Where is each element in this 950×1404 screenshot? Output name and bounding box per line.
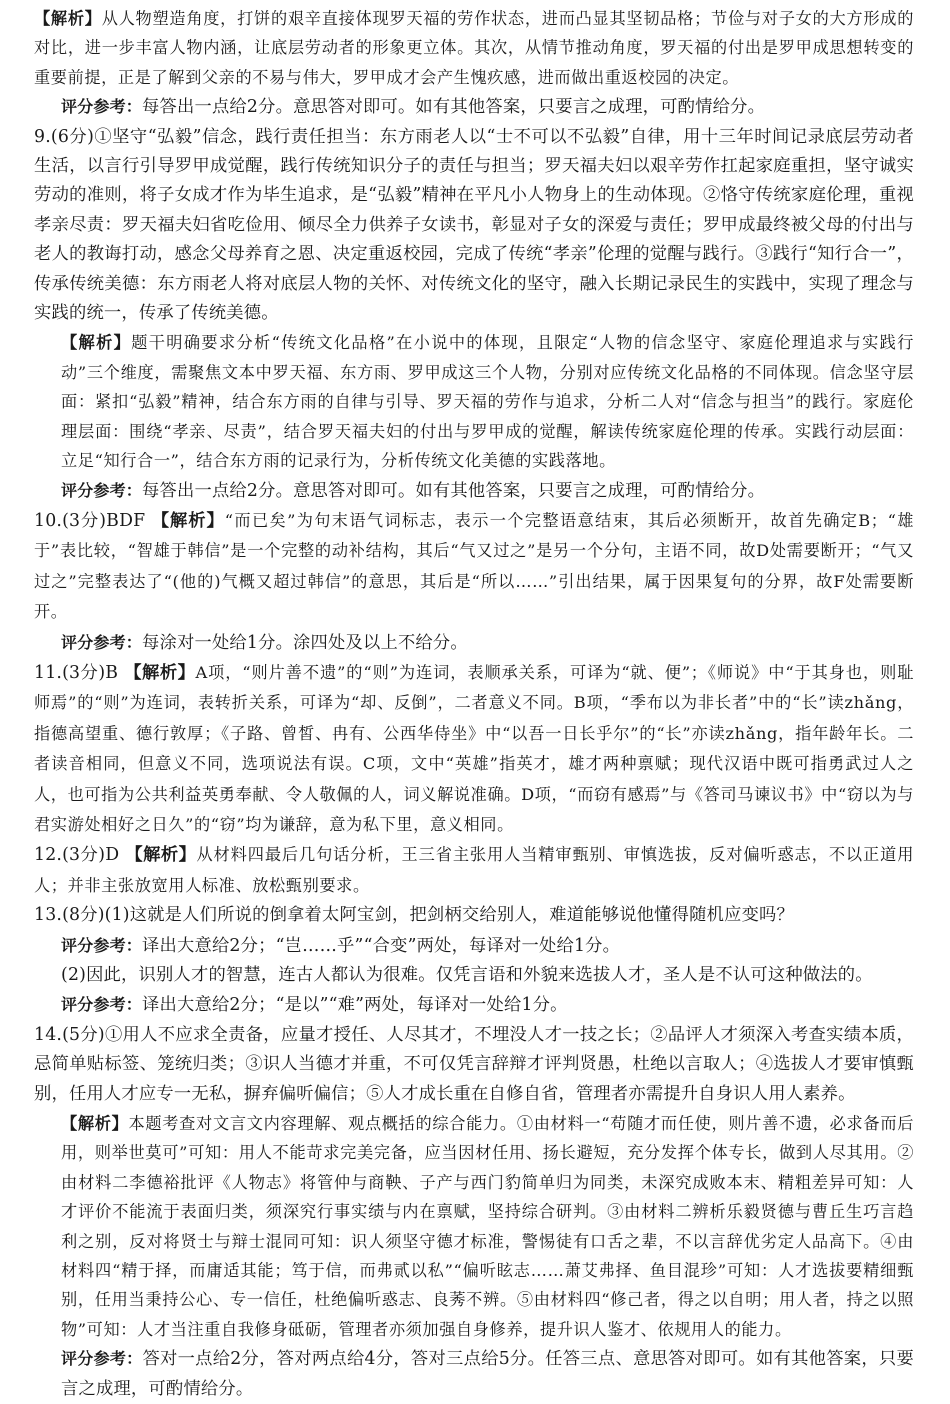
- question-13-translation-1: 13.(8分)(1)这就是人们所说的倒拿着太阿宝剑，把剑柄交给别人，难道能够说他懂得随机应变吗？: [34, 905, 795, 926]
- analysis-label: 【解析】: [61, 1114, 129, 1134]
- answer-head: 10.(3分)BDF: [34, 510, 146, 531]
- question-10-answer: [34, 506, 914, 628]
- question-13-translation-2: (2)因此，识别人才的智慧，连古人都认为很难。仅凭言语和外貌来选拔人才，圣人是不认可这种做法的。: [61, 965, 873, 985]
- question-9-answer: 9.(6分)①坚守“弘毅”信念，践行责任担当：东方雨老人以“士不可以不弘毅”自律，用十三年时间记录底层劳动者生活，以言行引导罗甲成觉醒，践行传统知识分子的责任与担当；罗天福夫妇以艰辛劳作扛起家庭重担，坚守诚实劳动的准则，将子女成才作为毕生追求，是“弘毅”精神在平凡小人物身上的生动体现。②恪守传统家庭伦理，重视孝亲尽责：罗天福夫妇省吃俭用、倾尽全力供养子女读书，彰显对子女的深爱与责任；罗甲成最终被父母的付出与老人的教诲打动，感念父母养育之恩、决定重返校园，完成了传统“孝亲”伦理的觉醒与践行。③践行“知行合一”，传承传统美德：东方雨老人将对底层人物的关怀、对传统文化的坚守，融入长期记录民生的实践中，实现了理念与实践的统一，传承了传统美德。: [34, 126, 914, 324]
- question-10-score-note: [34, 628, 914, 658]
- score-text: 每答出一点给2分。意思答对即可。如有其他答案，只要言之成理，可酌情给分。: [142, 480, 766, 501]
- score-text: 每涂对一处给1分。涂四处及以上不给分。: [142, 632, 468, 653]
- analysis-text: 题干明确要求分析“传统文化品格”在小说中的体现，且限定“人物的信念坚守、家庭伦理追求与实践行动”三个维度，需聚焦文本中罗天福、东方雨、罗甲成这三个人物，分别对应传统文化品格的不同体现。信念坚守层面：紧扣“弘毅”精神，结合东方雨的自律与引导、罗天福的劳作与追求，分析二人对“信念与担当”的践行。家庭伦理层面：围绕“孝亲、尽责”，结合罗天福夫妇的付出与罗甲成的觉醒，解读传统家庭伦理的传承。实践行动层面：立足“知行合一”，结合东方雨的记录行为，分析传统文化美德的实践落地。: [61, 333, 914, 471]
- analysis-label: 【解析】: [124, 662, 196, 683]
- question-12-answer: [34, 840, 914, 901]
- score-text: 答对一点给2分，答对两点给4分，答对三点给5分。任答三点、意思答对即可。如有其他答案，只要言之成理，可酌情给分。: [61, 1349, 914, 1399]
- question-14-analysis: [34, 1109, 914, 1344]
- score-label: 评分参考：: [61, 97, 143, 117]
- analysis-text: A项，“则片善不遗”的“则”为连词，表顺承关系，可译为“就、便”；《师说》中“于其身也，则耻师焉”的“则”为连词，表转折关系，可译为“却、反倒”，二者意义不同。B项，“季布以为非长者”中的“长”读zhǎng，指德高望重、德行敦厚；《子路、曾皙、冉有、公西华侍坐》中“以吾一日长乎尔”的“长”亦读zhǎng，指年龄年长。二者读音相同，但意义不同，选项说法有误。C项，文中“英雄”指英才，雄才两种禀赋；现代汉语中既可指勇武过人之人，也可指为公共利益英勇奉献、令人敬佩的人，词义解说准确。D项，“而窃有感焉”与《答司马谏议书》中“窃以为与君实游处相好之日久”的“窃”均为谦辞，意为私下里，意义相同。: [34, 662, 914, 834]
- score-label: 评分参考：: [61, 995, 143, 1015]
- score-label: 评分参考：: [61, 480, 143, 500]
- question-14-answer: 14.(5分)①用人不应求全责备，应量才授任、人尽其才，不埋没人才一技之长；②品评人才须深入考查实绩本质，忌简单贴标签、笼统归类；③识人当德才并重，不可仅凭言辞辩才评判贤愚，杜绝以言取人；④选拔人才要审慎甄别，任用人才应专一无私，摒弃偏听偏信；⑤人才成长重在自修自省，管理者亦需提升自身识人用人素养。: [34, 1024, 914, 1104]
- score-text: 译出大意给2分；“是以”“难”两处，每译对一处给1分。: [142, 995, 568, 1016]
- score-label: 评分参考：: [61, 935, 143, 955]
- analysis-paragraph-top: [34, 4, 914, 92]
- question-9-score-note: [34, 476, 914, 506]
- analysis-text: “而已矣”为句末语气词标志，表示一个完整语意结束，其后必须断开，故首先确定B；“雄于”表比较，“智雄于韩信”是一个完整的动补结构，其后“气又过之”是另一个分句，主语不同，故D处需要断开；“气又过之”完整表达了“(他的)气概又超过韩信”的意思，其后是“所以……”引出结果，属于因果复句的分界，故F处需要断开。: [34, 510, 914, 622]
- score-text: 每答出一点给2分。意思答对即可。如有其他答案，只要言之成理，可酌情给分。: [142, 97, 766, 118]
- analysis-label: 【解析】: [125, 845, 197, 866]
- score-label: 评分参考：: [61, 632, 143, 652]
- analysis-label: 【解析】: [61, 333, 132, 353]
- answer-head: 12.(3分)D: [34, 845, 120, 866]
- score-note-top: [34, 92, 914, 122]
- question-13-score-note-2: [34, 990, 914, 1020]
- analysis-text: 从人物塑造角度，打饼的艰辛直接体现罗天福的劳作状态，进而凸显其坚韧品格；节俭与对子女的大方形成的对比，进一步丰富人物内涵，让底层劳动者的形象更立体。其次，从情节推动角度，罗天福的付出是罗甲成思想转变的重要前提，正是了解到父亲的不易与伟大，罗甲成才会产生愧疚感，进而做出重返校园的决定。: [34, 9, 914, 87]
- question-11-answer: [34, 658, 914, 840]
- score-text: 译出大意给2分；“岂……乎”“合变”两处，每译对一处给1分。: [142, 935, 621, 956]
- answer-head: 11.(3分)B: [34, 662, 119, 683]
- analysis-label: 【解析】: [34, 9, 102, 28]
- question-9-analysis: [34, 328, 914, 475]
- score-label: 评分参考：: [61, 1349, 143, 1369]
- analysis-label: 【解析】: [151, 510, 225, 531]
- question-13-score-note-1: [34, 931, 914, 961]
- answer-document: [34, 4, 914, 1404]
- analysis-text: 从材料四最后几句话分析，王三省主张用人当精审甄别、审慎选拔，反对偏听惑志，不以正道用人；并非主张放宽用人标准、放松甄别要求。: [34, 845, 914, 895]
- analysis-text: 本题考查对文言文内容理解、观点概括的综合能力。①由材料一“苟随才而任使，则片善不遗，必求备而后用，则举世莫可”可知：用人不能苛求完美完备，应当因材任用、扬长避短，充分发挥个体专长，做到人尽其用。②由材料二李德裕批评《人物志》将管仲与商鞅、子产与西门豹简单归为同类，未深究成败本末、精粗差异可知：人才评价不能流于表面归类，须深究行事实绩与内在禀赋，坚持综合研判。③由材料二辨析乐毅贤德与曹丘生巧言趋利之别，反对将贤士与辩士混同可知：识人须坚守德才标准，警惕徒有口舌之辈，不以言辞优劣定人品高下。④由材料四“精于择，而庸适其能；笃于信，而弗贰以私”“偏听眩志……萧艾弗择、鱼目混珍”可知：人才选拔要精细甄别，任用当秉持公心、专一信任，杜绝偏听惑志、良莠不辨。⑤由材料四“修己者，得之以自明；用人者，持之以照物”可知：人才当注重自我修身砥砺，管理者亦须加强自身修养，提升识人鉴才、依规用人的能力。: [61, 1114, 914, 1339]
- question-14-score-note: [34, 1344, 914, 1404]
